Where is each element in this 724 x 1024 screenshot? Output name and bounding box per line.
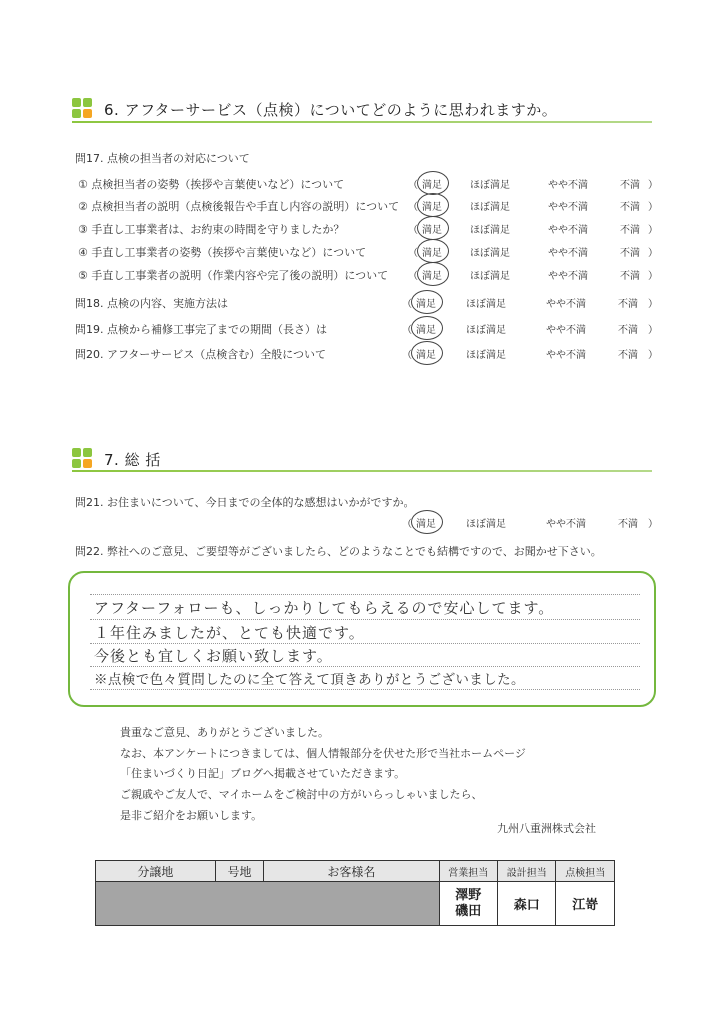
sales-staff <box>439 882 497 926</box>
section-6-divider <box>72 121 652 123</box>
closing-line-2: なお、本アンケートにつきましては、個人情報部分を伏せた形で当社ホームページ <box>120 747 526 760</box>
q19-selected-circle-icon <box>411 316 443 340</box>
q18-label: 問18. 点検の内容、実施方法は <box>75 297 228 310</box>
closing-line-1: 貴重なご意見、ありがとうございました。 <box>120 726 329 739</box>
q17-2-option-satisfied: 満足 <box>422 202 442 213</box>
q17-4-option-mostly-satisfied: ほぼ満足 <box>470 248 510 259</box>
q17-3-option-mostly-satisfied: ほぼ満足 <box>470 225 510 236</box>
comment-line-3: 今後とも宜しくお願い致します。 <box>94 647 333 665</box>
redacted-area <box>96 882 440 926</box>
header-lot-number: 号地 <box>215 861 264 882</box>
q18-option-satisfied: 満足 <box>416 299 436 310</box>
q20-paren-open: （ <box>402 350 412 361</box>
sales-staff-2: 磯田 <box>455 903 482 919</box>
q20-option-somewhat-dissatisfied: やや不満 <box>546 350 586 361</box>
q17-5-option-dissatisfied: 不満 <box>620 271 640 282</box>
q20-option-satisfied: 満足 <box>416 350 436 361</box>
q19-option-satisfied: 満足 <box>416 325 436 336</box>
q19-label: 問19. 点検から補修工事完了までの期間（長さ）は <box>75 323 327 336</box>
q17-1-paren-close: ） <box>648 180 658 191</box>
q17-4-option-satisfied: 満足 <box>422 248 442 259</box>
comment-line-4: ※点検で色々質問したのに全て答えて頂きありがとうございました。 <box>94 672 525 688</box>
q17-item-5: ⑤ 手直し工事業者の説明（作業内容や完了後の説明）について <box>78 269 389 282</box>
q20-paren-close: ） <box>648 350 658 361</box>
q18-paren-close: ） <box>648 299 658 310</box>
ruled-line <box>90 666 640 667</box>
q17-item-3: ③ 手直し工事業者は、お約束の時間を守りましたか？ <box>78 223 345 236</box>
header-customer-name: お客様名 <box>264 861 439 882</box>
q18-option-somewhat-dissatisfied: やや不満 <box>546 299 586 310</box>
q18-option-dissatisfied: 不満 <box>618 299 638 310</box>
q17-5-option-mostly-satisfied: ほぼ満足 <box>470 271 510 282</box>
comment-line-2: １年住みましたが、とても快適です。 <box>94 624 365 642</box>
q17-2-option-mostly-satisfied: ほぼ満足 <box>470 202 510 213</box>
q19-option-somewhat-dissatisfied: やや不満 <box>546 325 586 336</box>
q17-5-paren-close: ） <box>648 271 658 282</box>
q17-4-selected-circle-icon <box>417 239 449 263</box>
q17-5-option-somewhat-dissatisfied: やや不満 <box>548 271 588 282</box>
closing-line-5: 是非ご紹介をお願いします。 <box>120 809 263 822</box>
company-name: 九州八重洲株式会社 <box>497 822 596 835</box>
q17-3-option-somewhat-dissatisfied: やや不満 <box>548 225 588 236</box>
q17-5-selected-circle-icon <box>417 262 449 286</box>
ruled-line <box>90 643 640 644</box>
q17-label: 問17. 点検の担当者の対応について <box>75 152 250 165</box>
q17-3-option-dissatisfied: 不満 <box>620 225 640 236</box>
q19-paren-open: （ <box>402 325 412 336</box>
q18-selected-circle-icon <box>411 290 443 314</box>
q20-selected-circle-icon <box>411 341 443 365</box>
q19-paren-close: ） <box>648 325 658 336</box>
sales-staff-1: 澤野 <box>455 887 482 903</box>
section-6-title: 6. アフターサービス（点検）についてどのように思われますか。 <box>104 101 558 119</box>
q17-1-paren-open: （ <box>408 180 418 191</box>
q21-selected-circle-icon <box>411 510 443 534</box>
q17-2-paren-open: （ <box>408 202 418 213</box>
ruled-line <box>90 594 640 595</box>
q17-4-paren-open: （ <box>408 248 418 259</box>
q17-4-paren-close: ） <box>648 248 658 259</box>
q19-option-dissatisfied: 不満 <box>618 325 638 336</box>
q21-paren-close: ） <box>648 519 658 530</box>
q17-3-option-satisfied: 満足 <box>422 225 442 236</box>
design-staff: 森口 <box>497 882 555 926</box>
q17-5-paren-open: （ <box>408 271 418 282</box>
q21-option-somewhat-dissatisfied: やや不満 <box>546 519 586 530</box>
q17-3-selected-circle-icon <box>417 216 449 240</box>
q17-1-option-mostly-satisfied: ほぼ満足 <box>470 180 510 191</box>
comment-line-1: アフターフォローも、しっかりしてもらえるので安心してます。 <box>94 599 555 617</box>
q17-1-option-satisfied: 満足 <box>422 180 442 191</box>
header-design: 設計担当 <box>497 861 555 882</box>
inspection-staff: 江嵜 <box>556 882 615 926</box>
signature-table <box>95 860 615 926</box>
q21-paren-open: （ <box>402 519 412 530</box>
q17-3-paren-close: ） <box>648 225 658 236</box>
section-7-title: 7. 総 括 <box>104 451 161 469</box>
q17-5-option-satisfied: 満足 <box>422 271 442 282</box>
q17-4-option-somewhat-dissatisfied: やや不満 <box>548 248 588 259</box>
ruled-line <box>90 619 640 620</box>
q17-3-paren-open: （ <box>408 225 418 236</box>
q17-1-option-dissatisfied: 不満 <box>620 180 640 191</box>
q18-option-mostly-satisfied: ほぼ満足 <box>466 299 506 310</box>
q20-option-dissatisfied: 不満 <box>618 350 638 361</box>
q17-1-option-somewhat-dissatisfied: やや不満 <box>548 180 588 191</box>
q17-item-2: ② 点検担当者の説明（点検後報告や手直し内容の説明）について <box>78 200 400 213</box>
q21-option-mostly-satisfied: ほぼ満足 <box>466 519 506 530</box>
q17-2-option-somewhat-dissatisfied: やや不満 <box>548 202 588 213</box>
q17-2-selected-circle-icon <box>417 193 449 217</box>
q18-paren-open: （ <box>402 299 412 310</box>
q21-label: 問21. お住まいについて、今日までの全体的な感想はいかがですか。 <box>75 496 415 509</box>
ruled-line <box>90 689 640 690</box>
q17-2-paren-close: ） <box>648 202 658 213</box>
section-logo-icon <box>72 98 94 120</box>
q20-label: 問20. アフターサービス（点検含む）全般について <box>75 348 326 361</box>
section-logo-icon <box>72 448 94 470</box>
q17-item-4: ④ 手直し工事業者の姿勢（挨拶や言葉使いなど）について <box>78 246 367 259</box>
header-lot: 分譲地 <box>96 861 216 882</box>
q21-option-satisfied: 満足 <box>416 519 436 530</box>
q22-label: 問22. 弊社へのご意見、ご要望等がございましたら、どのようなことでも結構ですので、お聞かせ下さい。 <box>75 545 602 558</box>
q21-option-dissatisfied: 不満 <box>618 519 638 530</box>
q17-4-option-dissatisfied: 不満 <box>620 248 640 259</box>
q17-2-option-dissatisfied: 不満 <box>620 202 640 213</box>
q20-option-mostly-satisfied: ほぼ満足 <box>466 350 506 361</box>
q19-option-mostly-satisfied: ほぼ満足 <box>466 325 506 336</box>
section-7-divider <box>72 470 652 472</box>
q17-item-1: ① 点検担当者の姿勢（挨拶や言葉使いなど）について <box>78 178 345 191</box>
header-inspection: 点検担当 <box>556 861 615 882</box>
closing-line-3: 「住まいづくり日記」ブログへ掲載させていただきます。 <box>120 767 406 780</box>
header-sales: 営業担当 <box>439 861 497 882</box>
q17-1-selected-circle-icon <box>417 171 449 195</box>
closing-line-4: ご親戚やご友人で、マイホームをご検討中の方がいらっしゃいましたら、 <box>120 788 483 801</box>
